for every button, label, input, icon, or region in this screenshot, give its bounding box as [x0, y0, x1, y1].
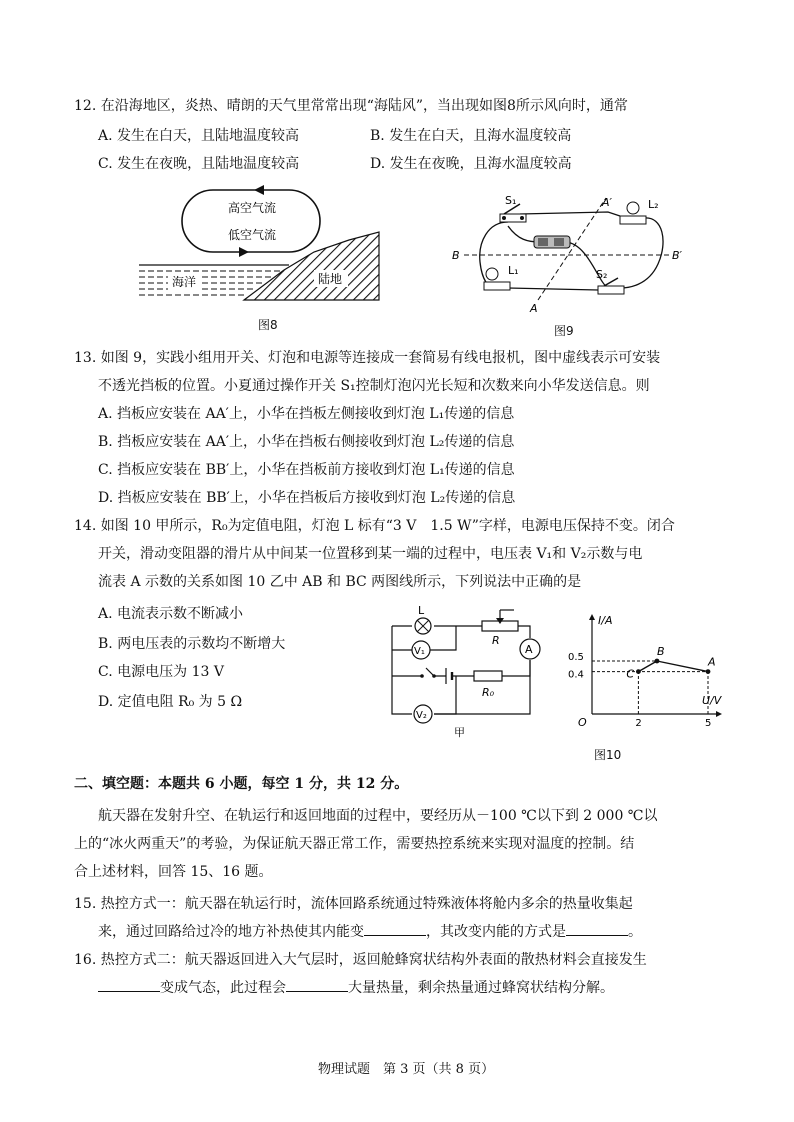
q15-text-b: ，其改变内能的方式是 [426, 924, 566, 940]
segment-ab [657, 661, 708, 672]
segment-bc [638, 661, 657, 672]
point-c [636, 669, 641, 674]
resistor-r0 [474, 671, 502, 681]
lower-flow-arrow-icon [239, 247, 249, 257]
x-tick-label: 2 [635, 718, 642, 726]
q16-text-a: 变成气态，此过程会 [160, 980, 286, 996]
q16-line2 [98, 978, 614, 998]
point-b-label: B [452, 249, 460, 262]
q13-option-a: A. 挡板应安装在 AA′上，小华在挡板左侧接收到灯泡 L₁传递的信息 [98, 406, 515, 422]
material-line3: 合上述材料，回答 15、16 题。 [74, 864, 273, 880]
x-tick-label: 5 [705, 718, 712, 726]
q13-option-c: C. 挡板应安装在 BB′上，小华在挡板前方接收到灯泡 L₁传递的信息 [98, 462, 515, 478]
q12-stem: 12. 在沿海地区，炎热、晴朗的天气里常常出现“海陆风”，当出现如图8所示风向时，通常 [74, 98, 628, 114]
page-footer: 物理试题 第 3 页（共 8 页） [318, 1062, 495, 1077]
point-label-a: A [708, 655, 716, 669]
switch-s2-label: S₂ [596, 268, 608, 281]
q12-option-b: B. 发生在白天，且海水温度较高 [370, 128, 572, 144]
q14-option-c: C. 电源电压为 13 V [98, 664, 224, 680]
y-tick-label: 0.4 [568, 669, 584, 681]
q13-option-d: D. 挡板应安装在 BB′上，小华在挡板后方接收到灯泡 L₂传递的信息 [98, 490, 516, 506]
q15-text-a: 来，通过回路给过冷的地方补热使其内能变 [98, 924, 364, 940]
y-axis-label: I/A [598, 614, 613, 627]
lamp-l [415, 618, 431, 634]
lamp-l1-label: L₁ [508, 264, 519, 277]
figure-10-caption: 图10 [594, 748, 622, 762]
q15-blank-2[interactable] [566, 935, 628, 936]
lamp-l1 [484, 268, 510, 290]
y-tick-label: 0.5 [568, 652, 584, 663]
q15-line1: 15. 热控方式一：航天器在轨运行时，流体回路系统通过特殊液体将舱内多余的热量收集起 [74, 896, 633, 912]
lamp-l2 [620, 202, 646, 224]
q14-stem-line3: 流表 A 示数的关系如图 10 乙中 AB 和 BC 两图线所示，下列说法中正确的是 [98, 574, 582, 590]
point-b-prime-label: B′ [672, 249, 683, 262]
q14-option-d: D. 定值电阻 R₀ 为 5 Ω [98, 694, 243, 710]
sea-label: 海洋 [172, 275, 197, 289]
lamp-l-label: L [418, 604, 425, 617]
q14-stem-line1: 14. 如图 10 甲所示，R₀为定值电阻，灯泡 L 标有“3 V 1.5 W”字样，电源电压保持不变。闭合 [74, 518, 675, 534]
voltmeter-v1-label: V₁ [414, 646, 425, 657]
upper-flow-label: 高空气流 [228, 201, 277, 215]
q15-text-c: 。 [628, 924, 642, 940]
ammeter-label: A [525, 643, 533, 656]
airflow-loop [182, 190, 320, 252]
q14-stem-line2: 开关，滑动变阻器的滑片从中间某一位置移到某一端的过程中，电压表 V₁和 V₂示数与电 [98, 546, 643, 562]
land-label: 陆地 [318, 272, 343, 286]
upper-flow-arrow-icon [254, 185, 264, 195]
q14-option-b: B. 两电压表的示数均不断增大 [98, 636, 286, 652]
point-a [706, 669, 711, 674]
q15-blank-1[interactable] [364, 935, 426, 936]
q12-option-d: D. 发生在夜晚，且海水温度较高 [370, 156, 572, 172]
voltmeter-v2-label: V₂ [416, 710, 427, 721]
figure-8-sea-land-breeze [134, 182, 394, 312]
section-2-title: 二、填空题：本题共 6 小题，每空 1 分，共 12 分。 [74, 776, 409, 792]
q13-option-b: B. 挡板应安装在 AA′上，小华在挡板右侧接收到灯泡 L₂传递的信息 [98, 434, 515, 450]
point-a-label: A [530, 302, 538, 314]
q16-text-b: 大量热量，剩余热量通过蜂窝状结构分解。 [348, 980, 614, 996]
x-axis-label: U/V [702, 694, 722, 707]
q13-stem-line2: 不透光挡板的位置。小夏通过操作开关 S₁控制灯泡闪光长短和次数来向小华发送信息。则 [98, 378, 650, 394]
origin-label: O [578, 716, 587, 726]
battery [534, 236, 570, 248]
figure-9-caption: 图9 [554, 324, 574, 338]
material-line1: 航天器在发射升空、在轨运行和返回地面的过程中，要经历从－100 ℃以下到 2 000 ℃以 [98, 808, 658, 824]
figure-8-caption: 图8 [258, 318, 278, 332]
x-axis-arrow-icon [716, 711, 722, 717]
q16-blank-1[interactable] [98, 991, 160, 992]
resistor-r0-label: R₀ [482, 686, 495, 699]
point-a-prime-label: A′ [602, 196, 613, 209]
material-line2: 上的“冰火两重天”的考验，为保证航天器正常工作，需要热控系统来实现对温度的控制。结 [74, 836, 635, 852]
switch-s1-label: S₁ [505, 194, 517, 207]
point-label-b: B [656, 645, 665, 658]
figure-10-circuit [382, 604, 552, 742]
figure-10-graph [566, 614, 726, 726]
lamp-l2-label: L₂ [648, 198, 659, 211]
q16-blank-2[interactable] [286, 991, 348, 992]
circuit-label-jia: 甲 [454, 726, 465, 739]
q14-option-a: A. 电流表示数不断减小 [98, 606, 244, 622]
y-axis-arrow-icon [589, 614, 595, 620]
figure-9-telegraph [448, 192, 688, 314]
point-label-c: C [626, 667, 635, 681]
point-b [655, 659, 660, 664]
q12-option-c: C. 发生在夜晚，且陆地温度较高 [98, 156, 300, 172]
q16-line1: 16. 热控方式二：航天器返回进入大气层时，返回舱蜂窝状结构外表面的散热材料会直接发生 [74, 952, 647, 968]
q12-option-a: A. 发生在白天，且陆地温度较高 [98, 128, 300, 144]
lower-flow-label: 低空气流 [228, 228, 277, 242]
q13-stem-line1: 13. 如图 9，实践小组用开关、灯泡和电源等连接成一套简易有线电报机，图中虚线表示可安装 [74, 350, 661, 366]
q15-line2 [98, 922, 642, 942]
rheostat-r-label: R [492, 634, 500, 647]
